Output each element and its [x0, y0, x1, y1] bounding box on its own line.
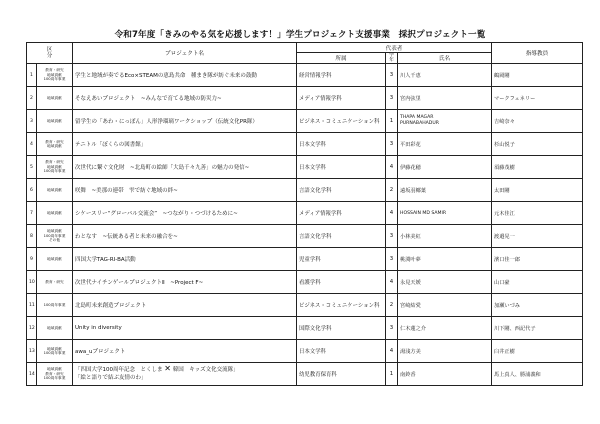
row-year: 2 — [386, 294, 398, 317]
table-row — [27, 225, 583, 248]
cross-mark-icon: ✕ — [164, 364, 171, 373]
row-representative: 仁木蓮之介 — [398, 317, 492, 340]
row-year: 1 — [386, 110, 398, 133]
row-advisor: 加瀬いづみ — [492, 294, 583, 317]
table-row — [27, 202, 583, 225]
project-name-line1a: 「四国大学100周年記念 とくしま — [75, 367, 163, 373]
row-category: 100周年事業 — [37, 294, 73, 317]
row-project-name: そなえあいプロジェクト ~みんなで育てる地域の防災力~ — [73, 87, 297, 110]
row-advisor: 杉山悦子 — [492, 133, 583, 156]
page-title: 令和7年度「きみのやる気を応援します！」学生プロジェクト支援事業 採択プロジェクト一覧 — [114, 30, 486, 40]
row-year: 4 — [386, 202, 398, 225]
row-year: 4 — [386, 156, 398, 179]
row-category: 地域貢献 — [37, 87, 73, 110]
row-number: 6 — [27, 179, 37, 202]
row-representative: 湯浅方美 — [398, 340, 492, 363]
row-department: ビジネス・コミュニケーション科 — [297, 110, 386, 133]
row-department: 言語文化学科 — [297, 225, 386, 248]
row-category: 地域貢献 — [37, 110, 73, 133]
row-project-name: シケースリー“グローバル交流会” ~つながり・つづけるために~ — [73, 202, 297, 225]
row-advisor: 山口豪 — [492, 271, 583, 294]
row-department: メディア情報学科 — [297, 87, 386, 110]
project-name-line1b: 韓国 キッズ文化交流隊」 — [172, 367, 239, 373]
table-row — [27, 340, 583, 363]
row-department: 幼児教育保育科 — [297, 363, 386, 386]
row-category: 地域貢献 — [37, 317, 73, 340]
row-category: 地域貢献 教育・研究 100周年事業 — [37, 363, 73, 386]
row-number: 2 — [27, 87, 37, 110]
row-category: 教育・研究 — [37, 271, 73, 294]
row-number: 9 — [27, 248, 37, 271]
row-year: 3 — [386, 87, 398, 110]
project-name-line2: 「絵と語りで結ぶ友情のわ」 — [75, 374, 147, 381]
row-representative: HOSSAIN MD SAMIR — [398, 202, 492, 225]
row-project-name — [73, 363, 297, 386]
row-representative: 宮内弦里 — [398, 87, 492, 110]
table-row — [27, 294, 583, 317]
row-category: 教育・研究 地域貢献 — [37, 133, 73, 156]
row-number: 11 — [27, 294, 37, 317]
row-representative: 川人千恵 — [398, 64, 492, 87]
table-row — [27, 64, 583, 87]
row-project-name: 留学生の「あわ・にっぽん」人形浄瑠璃ワークショップ（伝統文化PR隊） — [73, 110, 297, 133]
row-advisor: 吉崎奈々 — [492, 110, 583, 133]
header-rep-name: 氏名 — [398, 53, 492, 64]
row-year: 3 — [386, 64, 398, 87]
row-project-name: 学生と地域が奏でるEco×STEAMの恵島共命 種まき隊が紡ぐ未来の鼓動 — [73, 64, 297, 87]
row-project-name: Unity in diversity — [73, 317, 297, 340]
row-number: 13 — [27, 340, 37, 363]
row-category: 地域貢献 100周年事業 — [37, 340, 73, 363]
header-representative: 代表者 — [297, 43, 492, 53]
header-project: プロジェクト名 — [73, 43, 297, 64]
row-representative: 宮崎結愛 — [398, 294, 492, 317]
row-year: 3 — [386, 133, 398, 156]
table-row — [27, 363, 583, 386]
row-year: 3 — [386, 248, 398, 271]
row-year: 4 — [386, 340, 398, 363]
row-number: 1 — [27, 64, 37, 87]
row-advisor: 臼井正樹 — [492, 340, 583, 363]
row-category: 教育・研究 地域貢献 100周年事業 — [37, 156, 73, 179]
row-project-name: 四国大学TAG-RI-BA活動 — [73, 248, 297, 271]
table-row — [27, 133, 583, 156]
row-year: 1 — [386, 363, 398, 386]
row-department: 児童学科 — [297, 248, 386, 271]
table-row — [27, 110, 583, 133]
row-department: 国際文化学科 — [297, 317, 386, 340]
table-row — [27, 248, 583, 271]
row-department: 日本文学科 — [297, 156, 386, 179]
row-number: 12 — [27, 317, 37, 340]
row-advisor: 濱口佳一郎 — [492, 248, 583, 271]
row-category: 地域貢献 100周年事業 その他 — [37, 225, 73, 248]
row-category: 地域貢献 — [37, 179, 73, 202]
row-number: 4 — [27, 133, 37, 156]
row-category: 地域貢献 — [37, 202, 73, 225]
row-number: 8 — [27, 225, 37, 248]
row-project-name: わとなす ~伝統ある者と未来の融合を~ — [73, 225, 297, 248]
row-advisor: 川下剛、西記代子 — [492, 317, 583, 340]
row-representative: 桃渕叶夢 — [398, 248, 492, 271]
row-year: 2 — [386, 179, 398, 202]
row-department: 日本文学科 — [297, 133, 386, 156]
row-advisor: 渡邉晃一 — [492, 225, 583, 248]
row-year: 3 — [386, 225, 398, 248]
row-number: 5 — [27, 156, 37, 179]
row-representative: 伊藤花穂 — [398, 156, 492, 179]
row-category: 教育・研究 地域貢献 100周年事業 — [37, 64, 73, 87]
row-project-name: 次世代ナイチンゲールプロジェクトⅡ ~Project F~ — [73, 271, 297, 294]
row-number: 10 — [27, 271, 37, 294]
table-row — [27, 87, 583, 110]
row-advisor: 元木佳江 — [492, 202, 583, 225]
row-department: 言語文化学科 — [297, 179, 386, 202]
row-representative: 小林美紅 — [398, 225, 492, 248]
row-representative: 永見天媛 — [398, 271, 492, 294]
row-project-name: awa_uプロジェクト — [73, 340, 297, 363]
row-project-name: 北島町未来創造プロジェクト — [73, 294, 297, 317]
table-row — [27, 271, 583, 294]
row-representative: 平田彩花 — [398, 133, 492, 156]
header-category: 区 分 — [27, 43, 73, 64]
row-project-name: 咲舞 ~美那の連帯 雫で紡ぐ地域の絆~ — [73, 179, 297, 202]
row-representative: 南鈴香 — [398, 363, 492, 386]
row-advisor: 太田剛 — [492, 179, 583, 202]
row-number: 7 — [27, 202, 37, 225]
row-project-name: 次世代に繋ぐ文化財 ~北島町の絵師「大島千々九善」の魅力の発信~ — [73, 156, 297, 179]
row-representative: THAPA MAGAR PURNABAHADUR — [398, 110, 492, 133]
header-year: 学 年 — [386, 53, 398, 64]
row-advisor: 鶴岡剛 — [492, 64, 583, 87]
row-department: ビジネス・コミュニケーション科 — [297, 294, 386, 317]
row-year: 3 — [386, 317, 398, 340]
header-advisor: 指導教員 — [492, 43, 583, 64]
row-project-name: テニトル「ぼくらの図書館」 — [73, 133, 297, 156]
row-department: メディア情報学科 — [297, 202, 386, 225]
row-year: 4 — [386, 271, 398, 294]
row-advisor: 馬上真人、勝浦義和 — [492, 363, 583, 386]
row-advisor: マークフェネリー — [492, 87, 583, 110]
row-department: 日本文学科 — [297, 340, 386, 363]
table-row — [27, 156, 583, 179]
table-row — [27, 317, 583, 340]
row-representative: 遠坂羽椰葉 — [398, 179, 492, 202]
row-number: 3 — [27, 110, 37, 133]
header-department: 所属 — [297, 53, 386, 64]
table-row — [27, 179, 583, 202]
row-number: 14 — [27, 363, 37, 386]
project-table — [26, 42, 583, 386]
row-category: 地域貢献 — [37, 248, 73, 271]
row-department: 看護学科 — [297, 271, 386, 294]
row-department: 経営情報学科 — [297, 64, 386, 87]
row-advisor: 須藤茂樹 — [492, 156, 583, 179]
